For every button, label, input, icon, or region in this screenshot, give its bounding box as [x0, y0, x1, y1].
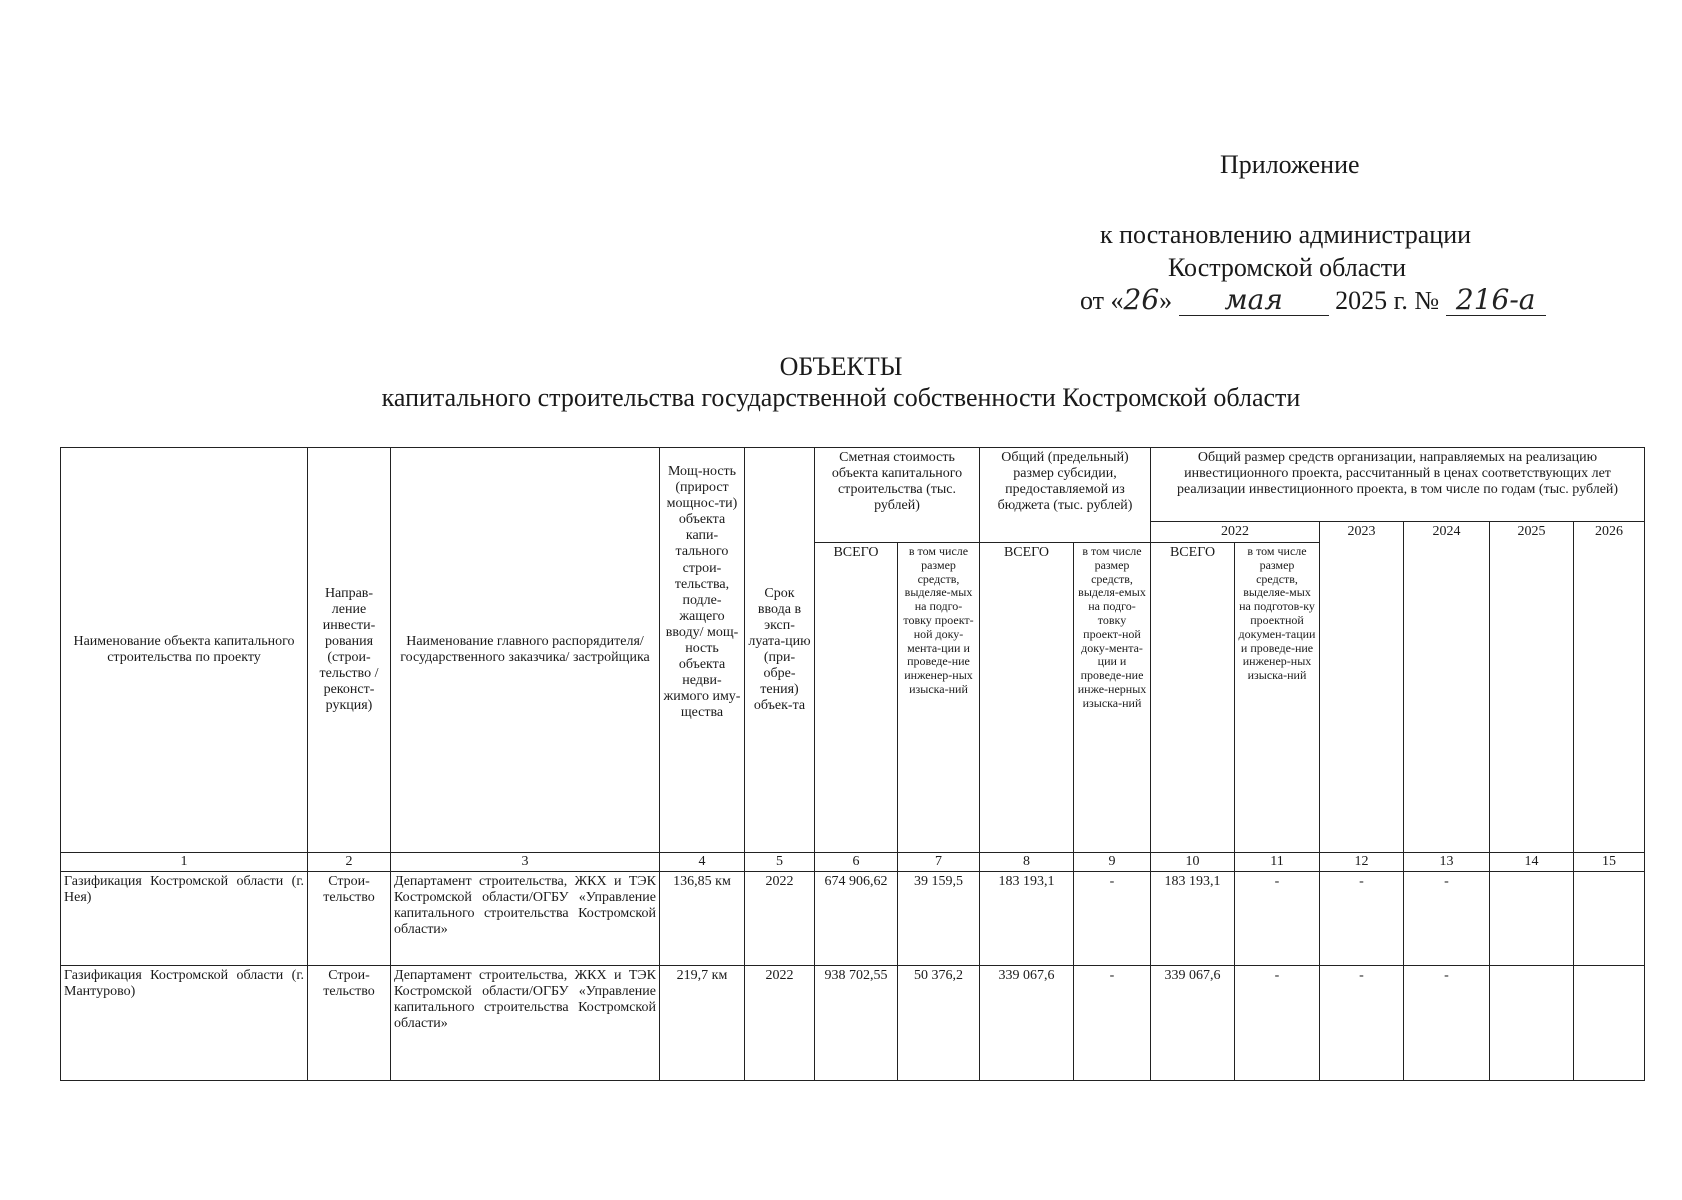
- cost-design: 50 376,2: [898, 966, 980, 1081]
- subsidy-total: 339 067,6: [980, 966, 1074, 1081]
- objects-table: [60, 447, 1645, 1081]
- approval-date-line: [1080, 283, 1546, 316]
- commission-year: 2022: [745, 872, 815, 966]
- cost-total: 674 906,62: [815, 872, 898, 966]
- org-2023: -: [1320, 966, 1404, 1081]
- approval-line-region: Костромской области: [1168, 253, 1407, 282]
- column-number: 3: [391, 853, 660, 872]
- doc-number-handwritten: 216-а: [1455, 283, 1536, 316]
- header-year-2026: 2026: [1574, 522, 1645, 853]
- column-number: 7: [898, 853, 980, 872]
- org-2022-total: 339 067,6: [1151, 966, 1235, 1081]
- object-name: Газификация Костромской области (г. Нея): [61, 872, 308, 966]
- table-row: [61, 872, 1645, 966]
- cost-total: 938 702,55: [815, 966, 898, 1081]
- subsidy-total: 183 193,1: [980, 872, 1074, 966]
- capacity-value: 136,85 км: [660, 872, 745, 966]
- org-2024: -: [1404, 966, 1490, 1081]
- doc-number-field: [1446, 283, 1546, 316]
- column-number: 1: [61, 853, 308, 872]
- header-org-2022-total: ВСЕГО: [1151, 543, 1235, 853]
- header-year-2024: 2024: [1404, 522, 1490, 853]
- column-number: 9: [1074, 853, 1151, 872]
- subsidy-design: -: [1074, 872, 1151, 966]
- date-month-handwritten: мая: [1224, 283, 1283, 316]
- header-org-2022-design: в том числе размер средств, выделяе-мых на подготов-ку проектной докумен-тации и проведе-ние инженер-ных изыска-ний: [1235, 543, 1320, 853]
- approval-line-decree: к постановлению администрации: [1100, 220, 1472, 249]
- column-number: 6: [815, 853, 898, 872]
- header-organization-funds: Общий размер средств организации, направляемых на реализацию инвестиционного проекта, рассчитанный в ценах соответствующих лет реализации инвестиционного проекта, в том числе по годам (тыс. рублей): [1151, 448, 1645, 522]
- header-customer: Наименование главного распорядителя/ государственного заказчика/ застройщика: [391, 448, 660, 853]
- org-2026: [1574, 966, 1645, 1081]
- header-year-2023: 2023: [1320, 522, 1404, 853]
- header-subsidy: Общий (предельный) размер субсидии, предоставляемой из бюджета (тыс. рублей): [980, 448, 1151, 543]
- header-year-2022: 2022: [1151, 522, 1320, 543]
- header-year-2025: 2025: [1490, 522, 1574, 853]
- header-cost-total: ВСЕГО: [815, 543, 898, 853]
- column-number: 11: [1235, 853, 1320, 872]
- investment-direction: Строи-тельство: [308, 966, 391, 1081]
- customer-name: Департамент строительства, ЖКХ и ТЭК Костромской области/ОГБУ «Управление капитального строительства Костромской области»: [391, 966, 660, 1081]
- header-capacity: Мощ-ность (прирост мощнос-ти) объекта капи-тального строи-тельства, подле-жащего вводу/ мощ-ность объекта недви-жимого иму-щества: [660, 448, 745, 853]
- document-subtitle: капитального строительства государственной собственности Костромской области: [381, 383, 1301, 412]
- approval-heading: Приложение: [1220, 150, 1360, 179]
- date-mid: »: [1159, 286, 1173, 315]
- header-estimated-cost: Сметная стоимость объекта капитального строительства (тыс. рублей): [815, 448, 980, 543]
- org-2023: -: [1320, 872, 1404, 966]
- investment-direction: Строи-тельство: [308, 872, 391, 966]
- org-2025: [1490, 966, 1574, 1081]
- column-number: 2: [308, 853, 391, 872]
- document-title: ОБЪЕКТЫ: [779, 352, 903, 381]
- header-object-name: Наименование объекта капитального строительства по проекту: [61, 448, 308, 853]
- date-year-label: 2025 г. №: [1335, 286, 1440, 315]
- header-row-1: [61, 448, 1645, 522]
- column-number: 13: [1404, 853, 1490, 872]
- org-2022-design: -: [1235, 966, 1320, 1081]
- table-row: [61, 966, 1645, 1081]
- column-number: 5: [745, 853, 815, 872]
- header-subsidy-total: ВСЕГО: [980, 543, 1074, 853]
- object-name: Газификация Костромской области (г. Мантурово): [61, 966, 308, 1081]
- column-number: 4: [660, 853, 745, 872]
- header-cost-design: в том числе размер средств, выделяе-мых на подго-товку проект-ной доку-мента-ции и проведе-ние инженер-ных изыска-ний: [898, 543, 980, 853]
- header-direction: Направ-ление инвести-рования (строи-тельство / реконст-рукция): [308, 448, 391, 853]
- customer-name: Департамент строительства, ЖКХ и ТЭК Костромской области/ОГБУ «Управление капитального строительства Костромской области»: [391, 872, 660, 966]
- org-2026: [1574, 872, 1645, 966]
- column-number: 15: [1574, 853, 1645, 872]
- org-2022-total: 183 193,1: [1151, 872, 1235, 966]
- column-number: 12: [1320, 853, 1404, 872]
- capacity-value: 219,7 км: [660, 966, 745, 1081]
- org-2025: [1490, 872, 1574, 966]
- org-2024: -: [1404, 872, 1490, 966]
- date-day-handwritten: 26: [1123, 283, 1160, 316]
- header-subsidy-design: в том числе размер средств, выделя-емых на подго-товку проект-ной доку-мента-ции и проведе-ние инже-нерных изыска-ний: [1074, 543, 1151, 853]
- cost-design: 39 159,5: [898, 872, 980, 966]
- header-commission-date: Срок ввода в эксп-луата-цию (при-обре-тения) объек-та: [745, 448, 815, 853]
- commission-year: 2022: [745, 966, 815, 1081]
- column-numbers-row: [61, 853, 1645, 872]
- date-prefix: от «: [1080, 286, 1124, 315]
- subsidy-design: -: [1074, 966, 1151, 1081]
- column-number: 14: [1490, 853, 1574, 872]
- column-number: 8: [980, 853, 1074, 872]
- date-month-field: [1179, 283, 1329, 316]
- org-2022-design: -: [1235, 872, 1320, 966]
- column-number: 10: [1151, 853, 1235, 872]
